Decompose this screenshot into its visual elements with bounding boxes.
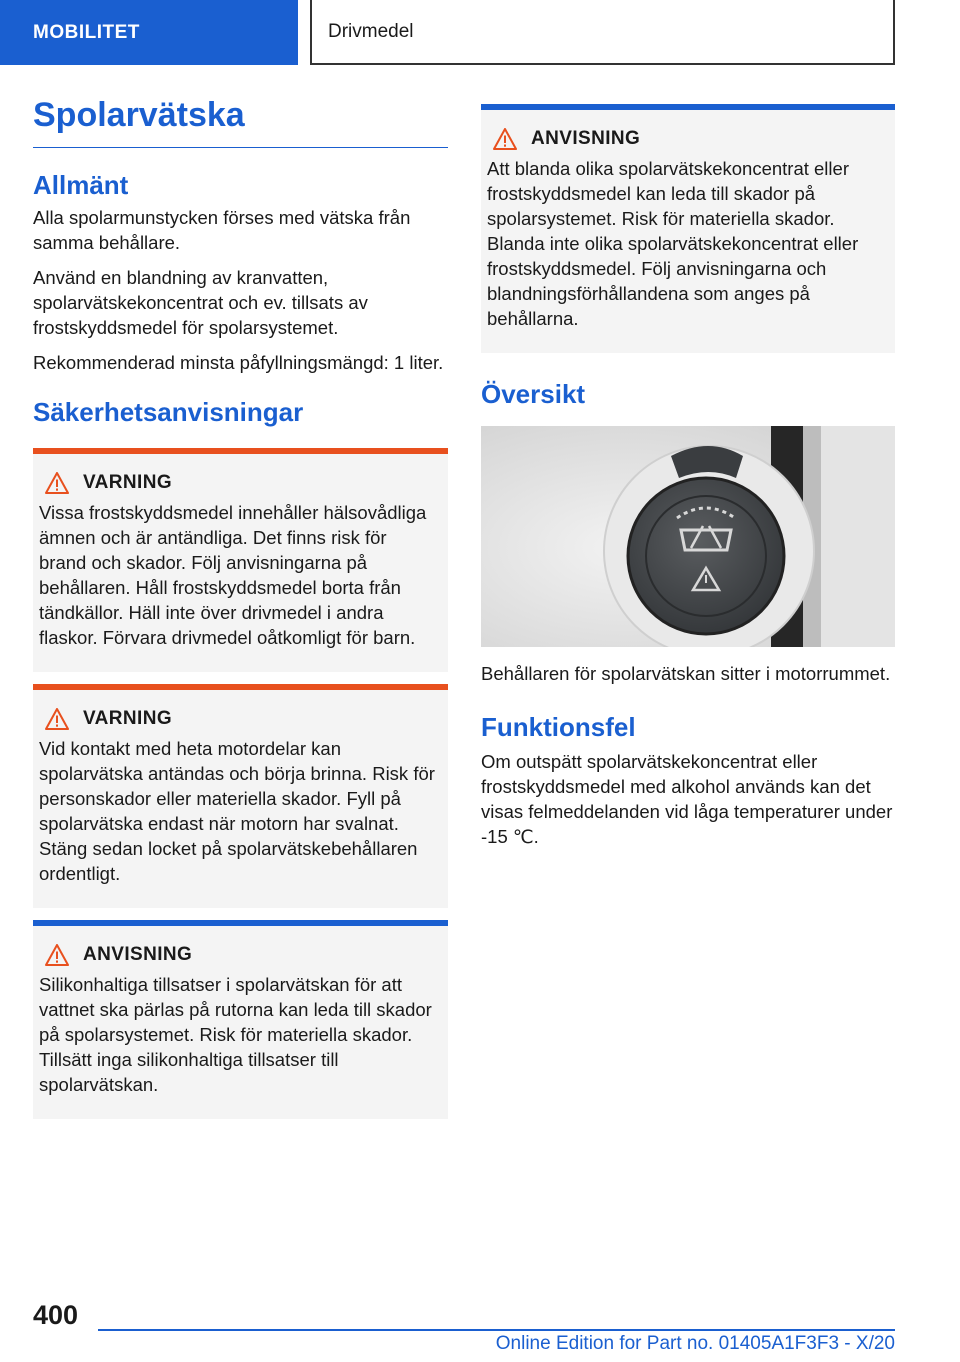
page-title: Spolarvätska <box>33 96 448 148</box>
paragraph: Om outspätt spolarvätskekoncentrat eller frostskyddsmedel med alkohol används kan det visas felmeddelanden vid låga temperaturer under -15 ℃. <box>481 751 893 847</box>
heading-general: Allmänt <box>33 170 129 200</box>
heading-safety: Säkerhetsanvisningar <box>33 397 304 427</box>
right-column <box>481 104 895 849</box>
warning-triangle-icon <box>493 128 517 150</box>
warning-notice <box>33 684 448 908</box>
notice-text: Silikonhaltiga tillsatser i spolarvätskan för att vattnet ska pärlas på rutorna kan leda till skador på spolarsystemet. Risk för materiella skador. Tillsätt inga silikonhaltiga tillsatser till spolarvätskan. <box>39 974 432 1095</box>
left-column <box>33 96 448 1119</box>
paragraph: Alla spolarmunstycken förses med vätska från samma behållare. <box>33 207 411 253</box>
section-title: Drivmedel <box>310 0 895 65</box>
notice-title: ANVISNING <box>83 944 193 965</box>
notice-title: ANVISNING <box>531 128 641 149</box>
warning-triangle-icon <box>45 708 69 730</box>
warning-notice <box>33 448 448 672</box>
info-notice <box>481 104 895 353</box>
footer-edition: Online Edition for Part no. 01405A1F3F3 - X/20 <box>495 1333 895 1354</box>
washer-reservoir-cap-photo <box>481 426 895 647</box>
page-number: 400 <box>33 1300 79 1330</box>
footer-divider <box>98 1329 895 1331</box>
heading-malfunction: Funktionsfel <box>481 712 636 742</box>
info-notice <box>33 920 448 1119</box>
notice-title: VARNING <box>83 708 173 729</box>
photo-caption: Behållaren för spolarvätskan sitter i motorrummet. <box>481 663 891 684</box>
notice-title: VARNING <box>83 472 173 493</box>
warning-triangle-icon <box>45 472 69 494</box>
paragraph: Rekommenderad minsta påfyllningsmängd: 1 liter. <box>33 352 444 373</box>
chapter-tab: MOBILITET <box>0 0 298 65</box>
notice-text: Vid kontakt med heta motordelar kan spolarvätska antändas och börja brinna. Risk för personskador eller materiella skador. Fyll på spolarvätska endast när motorn har svalnat. Stäng sedan locket på spolarvätskebehållaren ordentligt. <box>39 738 435 884</box>
notice-text: Att blanda olika spolarvätskekoncentrat eller frostskyddsmedel kan leda till skador på spolarsystemet. Risk för materiella skador. Blanda inte olika spolarvätskekoncentrat eller frostskyddsmedel. Följ anvisningarna och blandningsförhållandena som anges på behållarna. <box>487 158 859 329</box>
paragraph: Använd en blandning av kranvatten, spolarvätskekoncentrat och ev. tillsats av frostskyddsmedel för spolarsystemet. <box>33 267 368 338</box>
notice-text: Vissa frostskyddsmedel innehåller hälsovådliga ämnen och är antändliga. Det finns risk för brand och skador. Följ anvisningarna på behållaren. Håll frostskyddsmedel borta från tändkällor. Häll inte över drivmedel i andra flaskor. Förvara drivmedel oåtkomligt för barn. <box>39 502 427 648</box>
heading-overview: Översikt <box>481 379 586 409</box>
warning-triangle-icon <box>45 944 69 966</box>
